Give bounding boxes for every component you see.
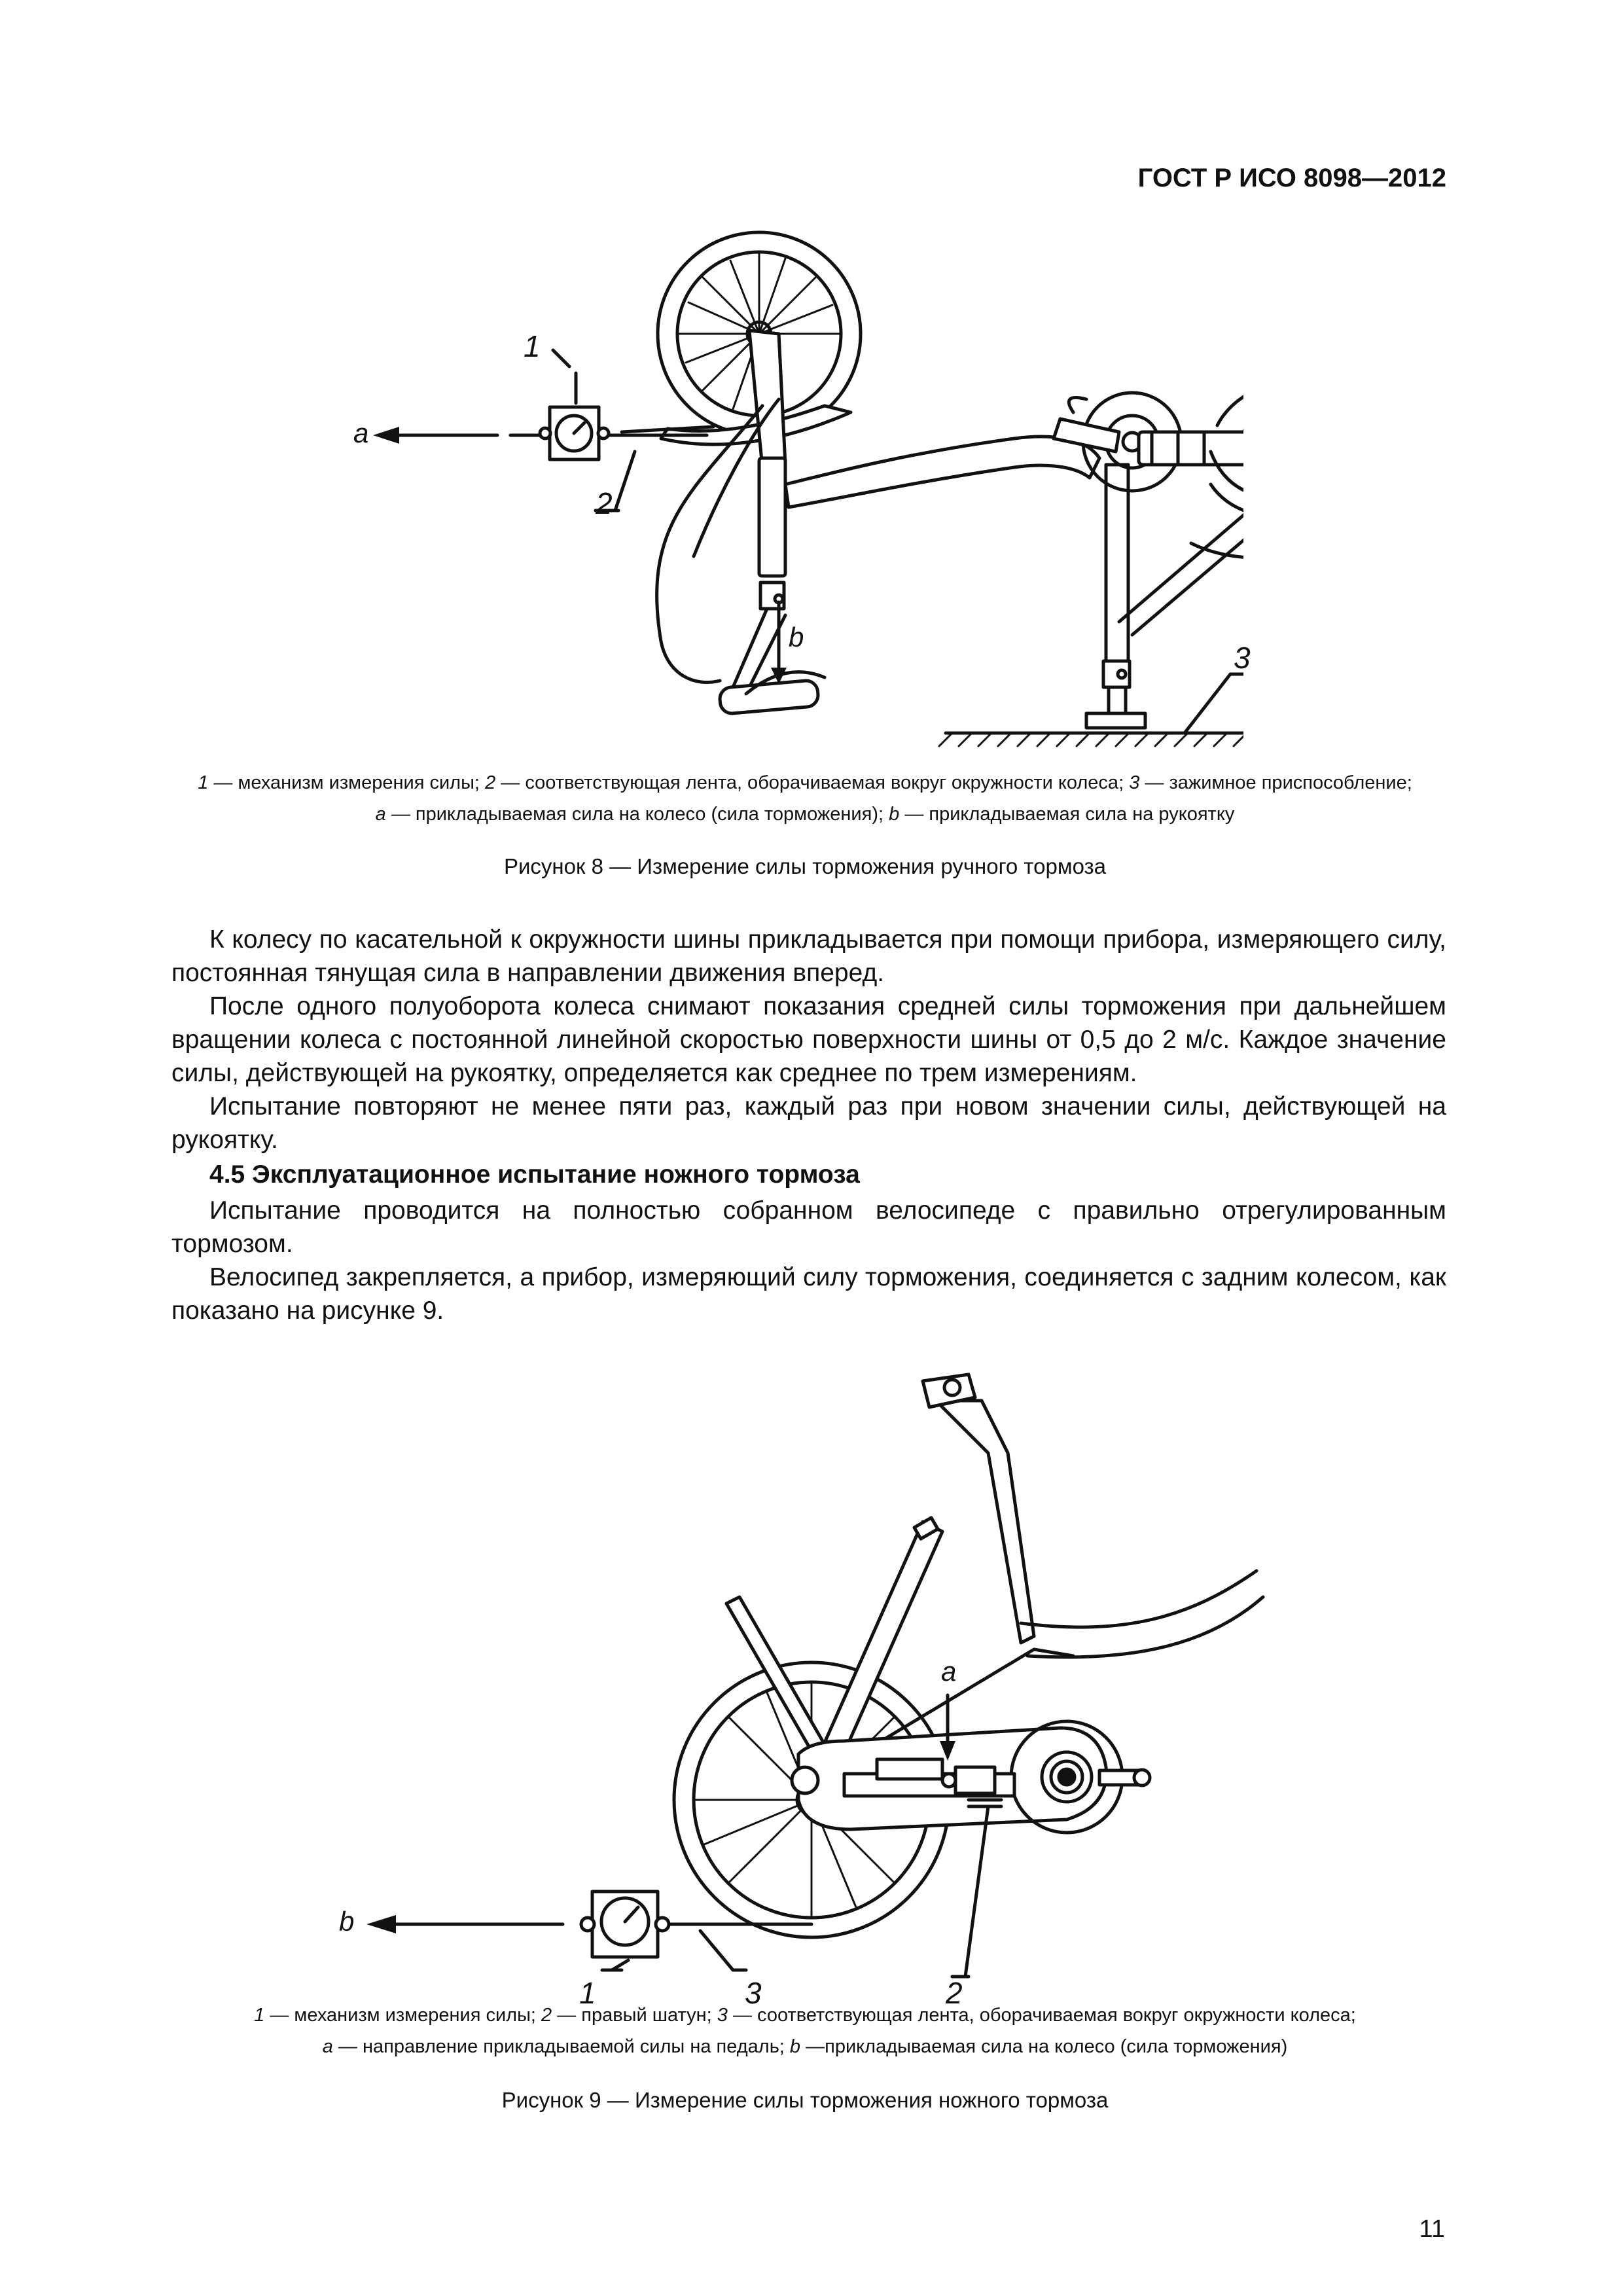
fig8-legend-a-num: a xyxy=(375,804,386,825)
fig9-callout-b: b xyxy=(339,1906,355,1937)
fig9-legend-2-text: — правый шатун; xyxy=(552,2005,717,2026)
fig8-callout-b: b xyxy=(789,622,804,653)
clamp-ground xyxy=(939,674,1243,746)
fig9-legend-1-text: — механизм измерения силы; xyxy=(264,2005,542,2026)
figure-9-caption: Рисунок 9 — Измерение силы торможения ножного тормоза xyxy=(501,2088,1109,2112)
fig8-legend-1-text: — механизм измерения силы; xyxy=(208,772,486,793)
fig8-legend-1-num: 1 xyxy=(198,772,209,793)
paragraph-2: После одного полуоборота колеса снимают показания средней силы торможения при дальнейшем вращении колеса с постоянной линейной скоростью поверхности шины от 0,5 до 2 м/с. Каждое значение силы, действующей на рукоятку, определяется как среднее по трем измерениям. xyxy=(171,992,1446,1087)
rear-frame xyxy=(1054,373,1243,720)
fig9-callout-1: 1 xyxy=(579,1976,596,2010)
fig8-callout-3: 3 xyxy=(1234,641,1251,675)
paragraph-5: Велосипед закрепляется, а прибор, измеряющий силу торможения, соединяется с задним колесом, как показано на рисунке 9. xyxy=(171,1263,1446,1325)
fig8-callout-1: 1 xyxy=(524,329,541,363)
figure-9-legend xyxy=(131,2000,1479,2062)
page-number: 11 xyxy=(1419,2215,1445,2243)
figure-8-caption: Рисунок 8 — Измерение силы торможения ручного тормоза xyxy=(503,854,1107,878)
force-gauge xyxy=(373,350,713,511)
paragraph-1: К колесу по касательной к окружности шины прикладывается при помощи прибора, измеряющего силу, постоянная тянущая сила в направлении движения вперед. xyxy=(171,925,1446,987)
document-id-header: ГОСТ Р ИСО 8098—2012 xyxy=(1137,164,1446,192)
frame-tube xyxy=(785,437,1099,507)
fig9-callout-3: 3 xyxy=(745,1976,762,2010)
fig8-legend-2-num: 2 xyxy=(485,772,496,793)
paragraph-3: Испытание повторяют не менее пяти раз, каждый раз при новом значении силы, действующей на рукоятку. xyxy=(171,1092,1446,1154)
fig9-legend-b-text: —прикладываемая сила на колесо (сила торможения) xyxy=(800,2036,1288,2057)
figure-8-drawing xyxy=(327,216,1251,759)
fig9-callout-2: 2 xyxy=(946,1976,963,2010)
body-text xyxy=(171,923,1446,1327)
fig8-callout-a: a xyxy=(353,418,369,448)
fig8-legend-2-text: — соответствующая лента, оборачиваемая вокруг окружности колеса; xyxy=(495,772,1130,793)
fig9-legend-a-num: a xyxy=(322,2036,333,2057)
section-heading-4-5: 4.5 Эксплуатационное испытание ножного тормоза xyxy=(209,1160,860,1189)
fig8-legend-b-text: — прикладываемая сила на рукоятку xyxy=(899,804,1235,825)
figure-9-drawing xyxy=(339,1348,1296,2010)
fig9-legend-b-num: b xyxy=(789,2036,801,2057)
fig8-legend-3-text: — зажимное приспособление; xyxy=(1139,772,1412,793)
fig9-legend-a-text: — направление прикладываемой силы на педаль; xyxy=(332,2036,790,2057)
fig9-legend-3-num: 3 xyxy=(717,2005,728,2026)
fig8-legend-a-text: — прикладываемая сила на колесо (сила торможения); xyxy=(385,804,889,825)
fig8-callout-2: 2 xyxy=(596,486,613,520)
fig9-legend-3-text: — соответствующая лента, оборачиваемая вокруг окружности колеса; xyxy=(727,2005,1356,2026)
fig9-legend-2-num: 2 xyxy=(541,2005,552,2026)
fig8-legend-b-num: b xyxy=(889,804,900,825)
fig8-legend-3-num: 3 xyxy=(1129,772,1140,793)
fig9-callout-a: a xyxy=(941,1656,957,1687)
paragraph-4: Испытание проводится на полностью собранном велосипеде с правильно отрегулированным тормозом. xyxy=(171,1196,1446,1258)
fig9-legend-1-num: 1 xyxy=(254,2005,265,2026)
figure-8-legend xyxy=(131,767,1479,830)
